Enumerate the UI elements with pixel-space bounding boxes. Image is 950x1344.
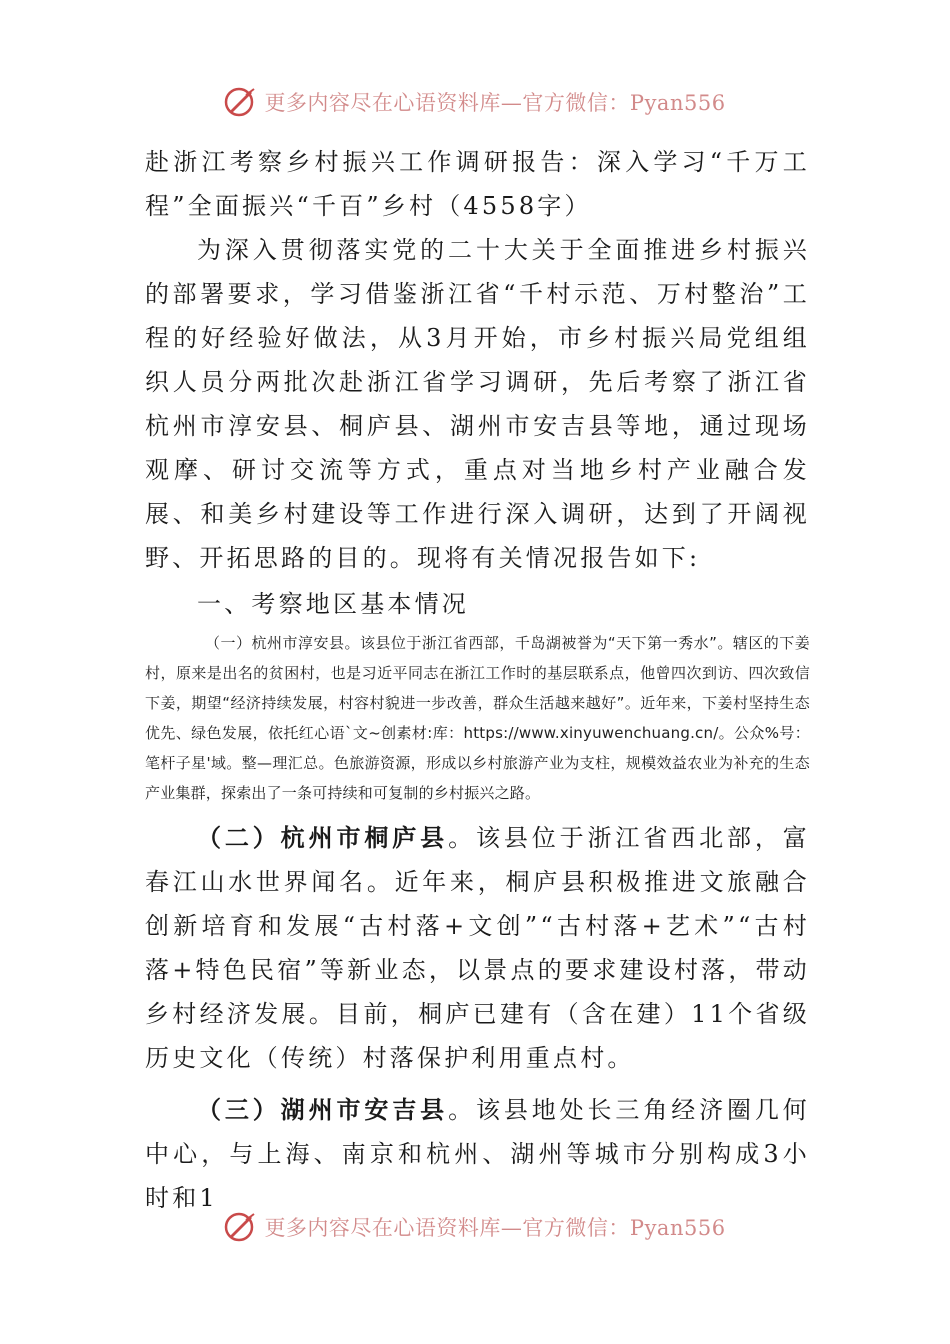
section-2-paragraph [145,816,810,1080]
document-title: 赴浙江考察乡村振兴工作调研报告：深入学习“千万工程”全面振兴“千百”乡村（4558字） [145,148,810,220]
section-3-body: 。该县地处长三角经济圈几何中心，与上海、南京和杭州、湖州等城市分别构成3小时和1 [145,1096,810,1212]
section-2-lead: （二）杭州市桐庐县 [197,823,449,852]
section-2-body: 。该县位于浙江省西北部，富春江山水世界闻名。近年来，桐庐县积极推进文旅融合创新培育和发展“古村落+文创”“古村落+艺术”“古村落+特色民宿”等新业态，以景点的要求建设村落，带动乡村经济发展。目前，桐庐已建有（含在建）11个省级历史文化（传统）村落保护利用重点村。 [145,824,810,1072]
pen-logo-icon [224,1210,258,1244]
section-3-paragraph [145,1088,810,1220]
document-body [145,140,810,1220]
watermark-text: 更多内容尽在心语资料库—官方微信：Pyan556 [264,1216,726,1240]
intro-paragraph: 为深入贯彻落实党的二十大关于全面推进乡村振兴的部署要求，学习借鉴浙江省“千村示范、万村整治”工程的好经验好做法，从3月开始，市乡村振兴局党组组织人员分两批次赴浙江省学习调研，先后考察了浙江省杭州市淳安县、桐庐县、湖州市安吉县等地，通过现场观摩、研讨交流等方式，重点对当地乡村产业融合发展、和美乡村建设等工作进行深入调研，达到了开阔视野、开拓思路的目的。现将有关情况报告如下: [145,236,810,572]
watermark-banner-top [0,80,950,124]
section-heading-1: 一、考察地区基本情况 [197,590,469,618]
watermark-banner-bottom [0,1205,950,1249]
section-1-paragraph: （一）杭州市淳安县。该县位于浙江省西部，千岛湖被誉为“天下第一秀水”。辖区的下姜村，原来是出名的贫困村，也是习近平同志在浙江工作时的基层联系点，他曾四次到访、四次致信下姜，期望“经济持续发展，村容村貌进一步改善，群众生活越来越好”。近年来，下姜村坚持生态优先、绿色发展，依托红心语`文~创素材:库：https://www.xinyuwenchuang.cn/。公众%号：笔杆子星'域。整—理汇总。色旅游资源，形成以乡村旅游产业为支柱，规模效益农业为补充的生态产业集群，探索出了一条可持续和可复制的乡村振兴之路。 [145,634,810,802]
pen-logo-icon [224,85,258,119]
watermark-text: 更多内容尽在心语资料库—官方微信：Pyan556 [264,91,726,115]
section-3-lead: （三）湖州市安吉县 [197,1095,449,1124]
